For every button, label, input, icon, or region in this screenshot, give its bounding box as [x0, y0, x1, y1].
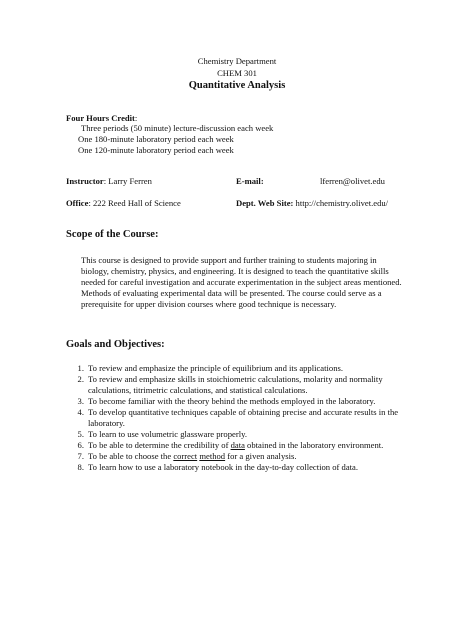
goal-item [66, 440, 406, 451]
goal-item [66, 407, 406, 429]
instructor-line [66, 176, 152, 187]
goal-text-post: obtained in the laboratory environment. [244, 440, 384, 450]
goal-number: 6. [77, 440, 84, 450]
goal-text-pre: To be able to choose the [88, 451, 174, 461]
credit-line-2: One 180-minute laboratory period each week [78, 134, 234, 144]
instructor-label: Instructor [66, 176, 104, 186]
instructor-value: : Larry Ferren [103, 176, 152, 186]
goal-number: 3. [77, 396, 84, 406]
goal-text-underlined: method [199, 451, 226, 461]
goal-text-underlined: data [230, 440, 245, 450]
course-title: Quantitative Analysis [188, 80, 286, 91]
scope-heading: Scope of the Course: [66, 229, 159, 240]
goal-text: To develop quantitative techniques capable of obtaining precise and accurate results in the laboratory. [88, 407, 399, 428]
email-label: E-mail: [236, 176, 264, 186]
goal-number: 4. [77, 407, 84, 417]
goal-number: 1. [77, 363, 84, 373]
goal-item [66, 363, 406, 374]
goal-number: 7. [77, 451, 84, 461]
credit-heading: Four Hours Credit [66, 113, 135, 123]
goal-text: To review and emphasize the principle of equilibrium and its applications. [88, 363, 343, 373]
goal-text: To learn how to use a laboratory notebook in the day-to-day collection of data. [88, 462, 359, 472]
credit-line-3: One 120-minute laboratory period each week [78, 145, 234, 155]
office-line [66, 198, 181, 209]
goal-text: To learn to use volumetric glassware properly. [88, 429, 247, 439]
email-value: lferren@olivet.edu [320, 176, 385, 186]
scope-paragraph: This course is designed to provide support and further training to students majoring in biology, chemistry, physics, and engineering. It is designed to teach the quantitative skills needed for careful investigation and accurate experimentation in the subject areas mentioned. Methods of evaluating experimental data will be presented. The course could serve as a prerequisite for upper division courses where good technique is necessary. [81, 255, 402, 309]
department-name: Chemistry Department [197, 56, 277, 66]
office-value: : 222 Reed Hall of Science [88, 198, 181, 208]
goal-item [66, 462, 406, 473]
goal-number: 2. [77, 374, 84, 384]
goal-item [66, 396, 406, 407]
office-label: Office [66, 198, 89, 208]
credit-heading-colon: : [134, 113, 138, 123]
goal-item [66, 429, 406, 440]
goal-text: To become familiar with the theory behind the methods employed in the laboratory. [88, 396, 376, 406]
goal-item [66, 374, 406, 396]
goals-heading: Goals and Objectives: [66, 339, 165, 350]
course-code: CHEM 301 [217, 68, 257, 78]
goal-text-post: for a given analysis. [225, 451, 297, 461]
goal-number: 5. [77, 429, 84, 439]
web-label: Dept. Web Site: [236, 198, 294, 208]
web-value: http://chemistry.olivet.edu/ [295, 198, 389, 208]
goal-text: To review and emphasize skills in stoichiometric calculations, molarity and normality calculations, titrimetric calculations, and statistical calculations. [88, 374, 383, 395]
web-line [236, 198, 388, 209]
goal-text-underlined: correct [173, 451, 198, 461]
goal-number: 8. [77, 462, 84, 472]
credit-line-1: Three periods (50 minute) lecture-discussion each week [81, 123, 274, 133]
goals-list [66, 363, 406, 473]
goal-item [66, 451, 406, 462]
goal-text-pre: To be able to determine the credibility of [88, 440, 231, 450]
